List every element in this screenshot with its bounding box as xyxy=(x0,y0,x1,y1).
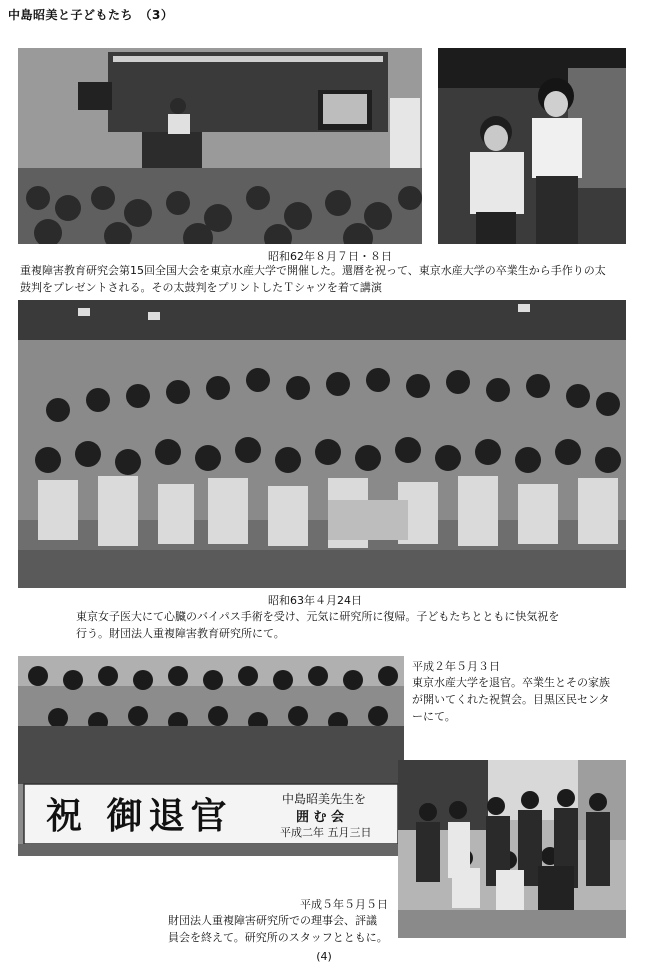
photo-retirement-party xyxy=(18,656,404,856)
section1-caption-line: 重複障害教育研究会第15回全国大会を東京水産大学で開催した。還暦を祝って、東京水産大学の卒業生から手作りの太 xyxy=(20,264,606,277)
section3-date: 平成２年５月３日 xyxy=(412,660,500,673)
banner-sub-text-2: 囲 む 会 xyxy=(296,810,345,825)
section1-caption xyxy=(20,262,628,296)
banner-sub-text-3: 平成二年 五月三日 xyxy=(280,826,372,839)
photo-large-group xyxy=(18,300,626,588)
section4-date: 平成５年５月５日 xyxy=(300,898,388,911)
section2-caption-line: 東京女子医大にて心臓のバイパス手術を受け、元気に研究所に復帰。子どもたちとともに快気祝を xyxy=(76,610,560,623)
section3-caption-line: が開いてくれた祝賀会。目黒区民センタ xyxy=(412,693,610,706)
section2-caption-line: 行う。財団法人重複障害教育研究所にて。 xyxy=(76,627,285,640)
photo-staff-outside xyxy=(398,760,626,938)
section4-caption-line: 財団法人重複障害研究所での理事会、評議 xyxy=(168,914,377,927)
banner-main-text: 祝 御退官 xyxy=(46,795,233,837)
section3-caption-line: ーにて。 xyxy=(412,710,456,723)
section1-caption-line: 鼓判をプレゼントされる。その太鼓判をプリントしたＴシャツを着て講演 xyxy=(20,281,382,294)
section4-caption xyxy=(168,912,396,946)
page-number: (4) xyxy=(316,950,332,963)
section3-caption xyxy=(412,674,636,725)
photo-lecture-hall xyxy=(18,48,422,244)
section2-date: 昭和63年４月24日 xyxy=(268,594,362,607)
page-header: 中島昭美と子どもたち （3） xyxy=(8,8,174,22)
section3-caption-line: 東京水産大学を退官。卒業生とその家族 xyxy=(412,676,610,689)
section2-caption xyxy=(76,608,616,642)
section4-caption-line: 員会を終えて。研究所のスタッフとともに。 xyxy=(168,931,388,944)
photo-two-people xyxy=(438,48,626,244)
section1-date: 昭和62年８月７日・８日 xyxy=(268,250,392,263)
banner-sub-text-1: 中島昭美先生を xyxy=(282,792,367,806)
